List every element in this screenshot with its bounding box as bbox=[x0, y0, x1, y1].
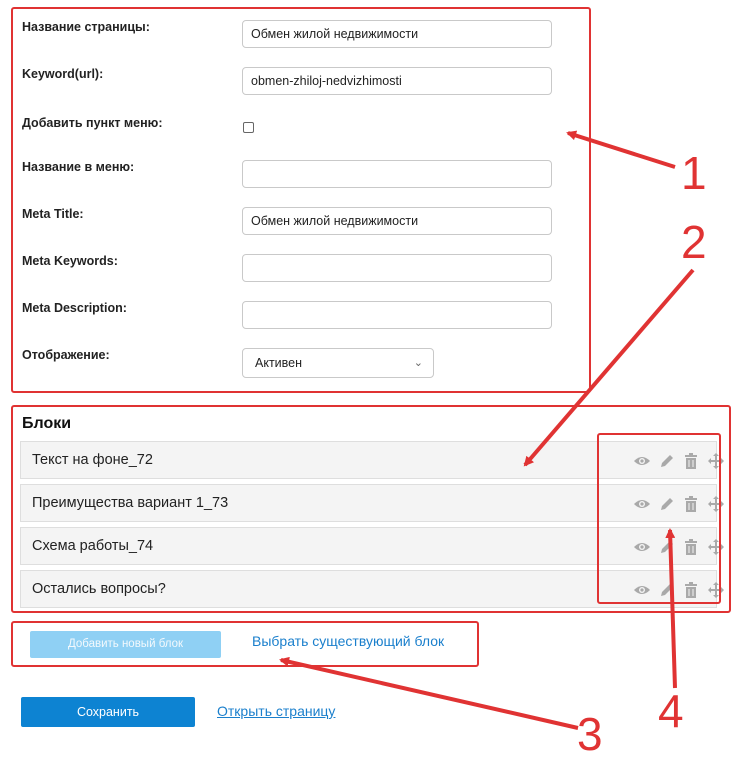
display-select-value: Активен bbox=[255, 356, 303, 370]
page-name-input[interactable]: Обмен жилой недвижимости bbox=[242, 20, 552, 48]
block-name: Преимущества вариант 1_73 bbox=[32, 495, 229, 511]
annotation-number-1: 1 bbox=[681, 147, 707, 199]
page-name-label: Название страницы: bbox=[22, 20, 150, 34]
menu-name-label: Название в меню: bbox=[22, 160, 135, 174]
annotation-number-2: 2 bbox=[681, 216, 707, 268]
choose-block-link[interactable]: Выбрать существующий блок bbox=[252, 633, 445, 649]
add-block-button[interactable]: Добавить новый блок bbox=[30, 631, 221, 658]
chevron-down-icon: ⌄ bbox=[413, 357, 423, 369]
keyword-input[interactable]: obmen-zhiloj-nedvizhimosti bbox=[242, 67, 552, 95]
open-page-link[interactable]: Открыть страницу bbox=[217, 703, 336, 719]
meta-title-input[interactable]: Обмен жилой недвижимости bbox=[242, 207, 552, 235]
meta-title-label: Meta Title: bbox=[22, 207, 84, 221]
arrow-3 bbox=[281, 660, 578, 728]
block-name: Текст на фоне_72 bbox=[32, 452, 153, 468]
arrow-2 bbox=[525, 270, 693, 465]
save-button[interactable]: Сохранить bbox=[21, 697, 195, 727]
meta-description-label: Meta Description: bbox=[22, 301, 127, 315]
add-menu-label: Добавить пункт меню: bbox=[22, 116, 163, 130]
arrow-4 bbox=[670, 530, 675, 688]
meta-keywords-label: Meta Keywords: bbox=[22, 254, 118, 268]
display-label: Отображение: bbox=[22, 348, 110, 362]
annotation-number-3: 3 bbox=[577, 708, 603, 760]
block-name: Схема работы_74 bbox=[32, 538, 154, 554]
blocks-title: Блоки bbox=[22, 415, 72, 432]
arrow-1 bbox=[568, 133, 675, 167]
block-name: Остались вопросы? bbox=[32, 581, 166, 597]
keyword-label: Keyword(url): bbox=[22, 67, 104, 81]
annotation-number-4: 4 bbox=[658, 685, 684, 737]
